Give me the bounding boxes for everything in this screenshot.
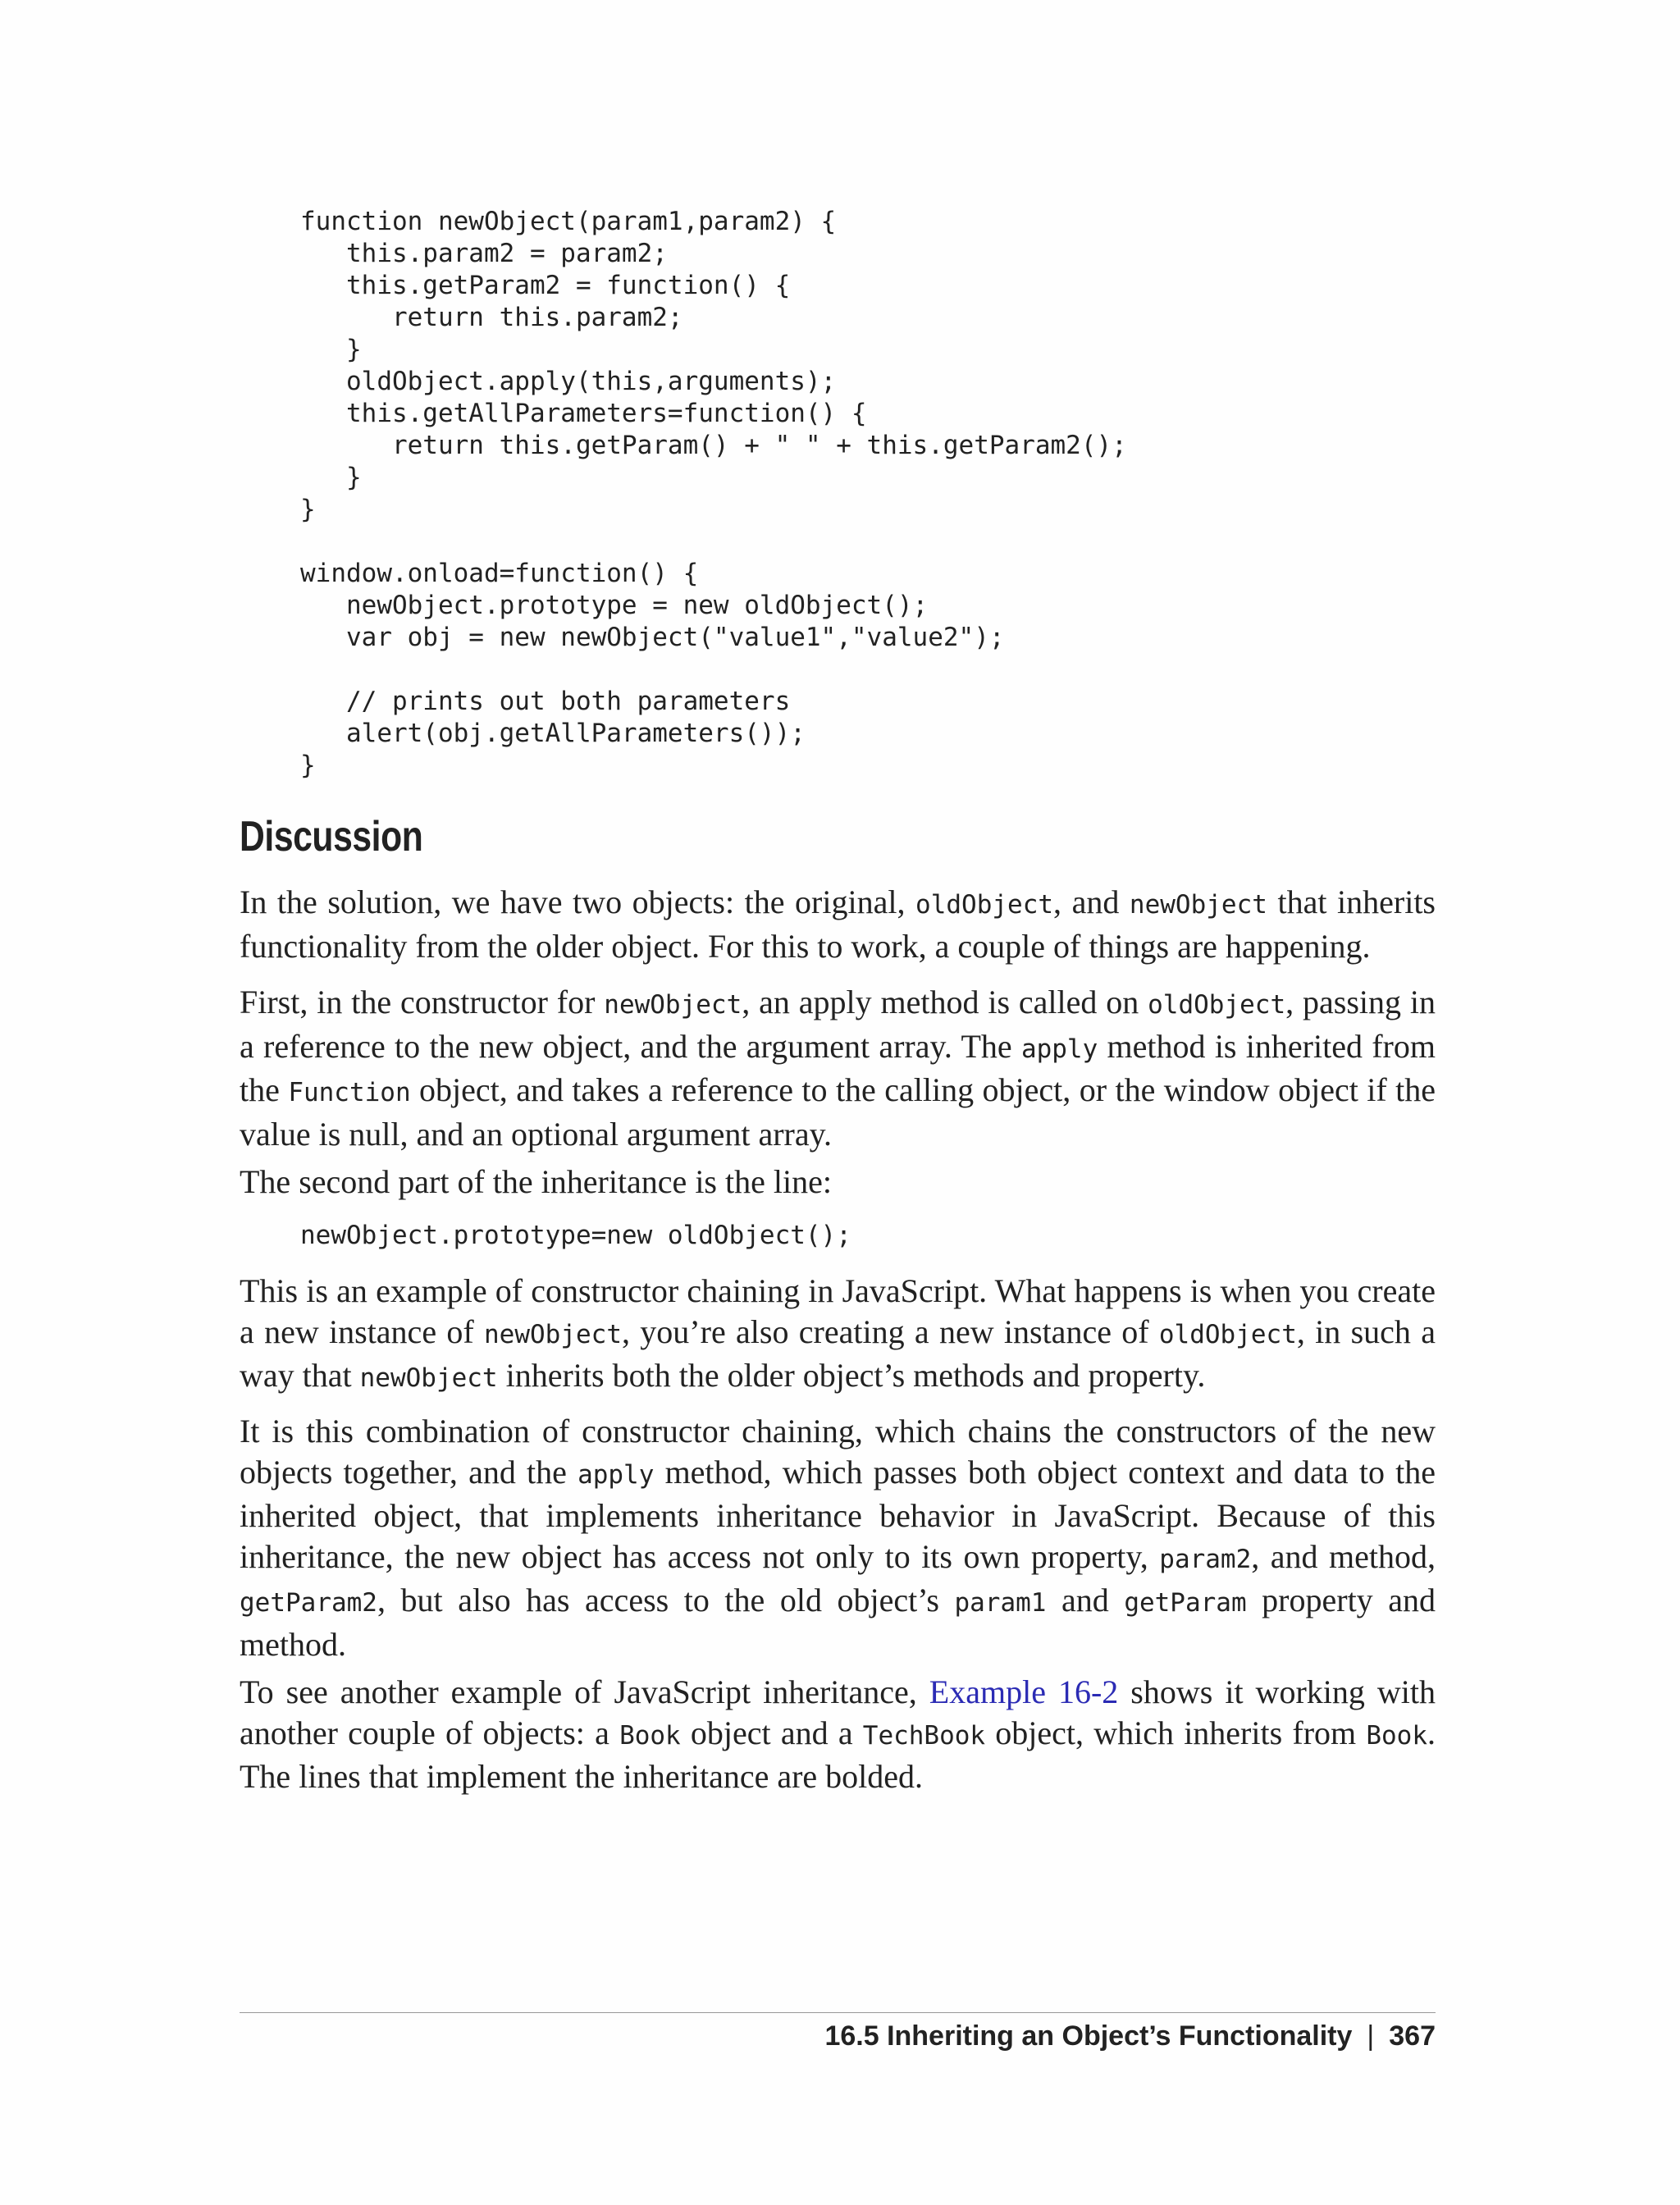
inline-code: newObject [1129,890,1267,920]
code-line [300,526,1127,558]
text: To see another example of JavaScript inheritance, [240,1673,929,1710]
paragraph-5 [240,1411,1436,1664]
footer-rule [240,2012,1436,2013]
inline-code: oldObject [1148,990,1286,1020]
text: This is an example of constructor chaining in JavaScript. What happens is when you create a new instance of [240,1272,1436,1350]
inline-code: Book [619,1720,681,1751]
inline-code: getParam [1124,1588,1247,1618]
text: object and a [680,1714,863,1751]
text: First, in the constructor for [240,984,605,1020]
text: , an apply method is called on [742,984,1148,1020]
inline-code: param1 [954,1588,1047,1618]
text: . The lines that implement the inheritance are bolded. [240,1714,1436,1795]
paragraph-4 [240,1271,1436,1399]
inline-code: newObject [604,990,742,1020]
code-line: newObject.prototype = new oldObject(); [300,591,929,620]
code-line: } [300,495,316,524]
text: , in such a way that [240,1312,1436,1394]
code-line: function newObject(param1,param2) { [300,207,837,236]
paragraph-6 [240,1672,1436,1797]
text: object, and takes a reference to the calling object, or the window object if the value is null, and an optional argument array. [240,1071,1436,1153]
inline-code: apply [1020,1034,1098,1064]
code-line: return this.param2; [300,303,683,332]
inline-code: TechBook [862,1720,986,1751]
code-line: // prints out both parameters [300,687,791,716]
code-line: this.getParam2 = function() { [300,271,791,300]
text: object, which inherits from [985,1714,1367,1751]
page-footer [824,2020,1436,2052]
code-line: alert(obj.getAllParameters()); [300,719,806,748]
code-line: } [300,751,316,780]
text: inherits both the older object’s methods and property. [497,1357,1206,1394]
text: , and method, [1251,1537,1436,1575]
inline-code: oldObject [1158,1319,1297,1349]
text: , you’re also creating a new instance of [622,1312,1159,1350]
footer-section-title: 16.5 Inheriting an Object’s Functionality [824,2020,1353,2052]
code-line: oldObject.apply(this,arguments); [300,367,837,396]
code-line: window.onload=function() { [300,559,699,588]
page-number: 367 [1389,2020,1436,2052]
inline-code: param2 [1159,1544,1252,1574]
paragraph-1 [240,882,1436,966]
paragraph-2 [240,982,1436,1154]
code-line: var obj = new newObject("value1","value2"); [300,623,1005,652]
text: method is inherited from the [240,1027,1436,1108]
code-line [300,654,1127,686]
example-16-2-link[interactable]: Example 16-2 [929,1673,1119,1710]
text: that inherits functionality from the older object. For this to work, a couple of things are happening. [240,883,1436,965]
inline-code: newObject [484,1319,622,1349]
code-line: this.param2 = param2; [300,239,668,268]
footer-separator: | [1367,2020,1375,2052]
inline-code: oldObject [915,890,1054,920]
code-line: } [300,463,362,492]
inline-code: Function [288,1078,411,1107]
text: In the solution, we have two objects: the original, [240,883,916,920]
inline-code: newObject [359,1363,498,1393]
text: property and method. [240,1582,1436,1663]
code-block-example [300,206,1127,782]
code-line: } [300,335,362,364]
code-block-prototype-line: newObject.prototype=new oldObject(); [300,1221,851,1250]
text: , and [1053,883,1130,920]
text: and [1046,1582,1125,1618]
text: shows it working with another couple of objects: a [240,1673,1436,1751]
section-heading: Discussion [240,813,423,861]
inline-code: Book [1366,1720,1427,1751]
text: It is this combination of constructor chaining, which chains the constructors of the new objects together, and the [240,1413,1436,1491]
inline-code: getParam2 [240,1588,377,1618]
paragraph-3: The second part of the inheritance is the line: [240,1163,832,1200]
code-line: return this.getParam() + " " + this.getParam2(); [300,431,1127,460]
inline-code: apply [578,1459,655,1490]
code-line: this.getAllParameters=function() { [300,399,867,428]
text: , but also has access to the old object’s [377,1582,955,1618]
text: , passing in a reference to the new object, and the argument array. The [240,984,1436,1065]
text: method, which passes both object context and data to the inherited object, that implements inheritance behavior in JavaScript. Because of this inheritance, the new object has access not only to its own property, [240,1453,1436,1575]
